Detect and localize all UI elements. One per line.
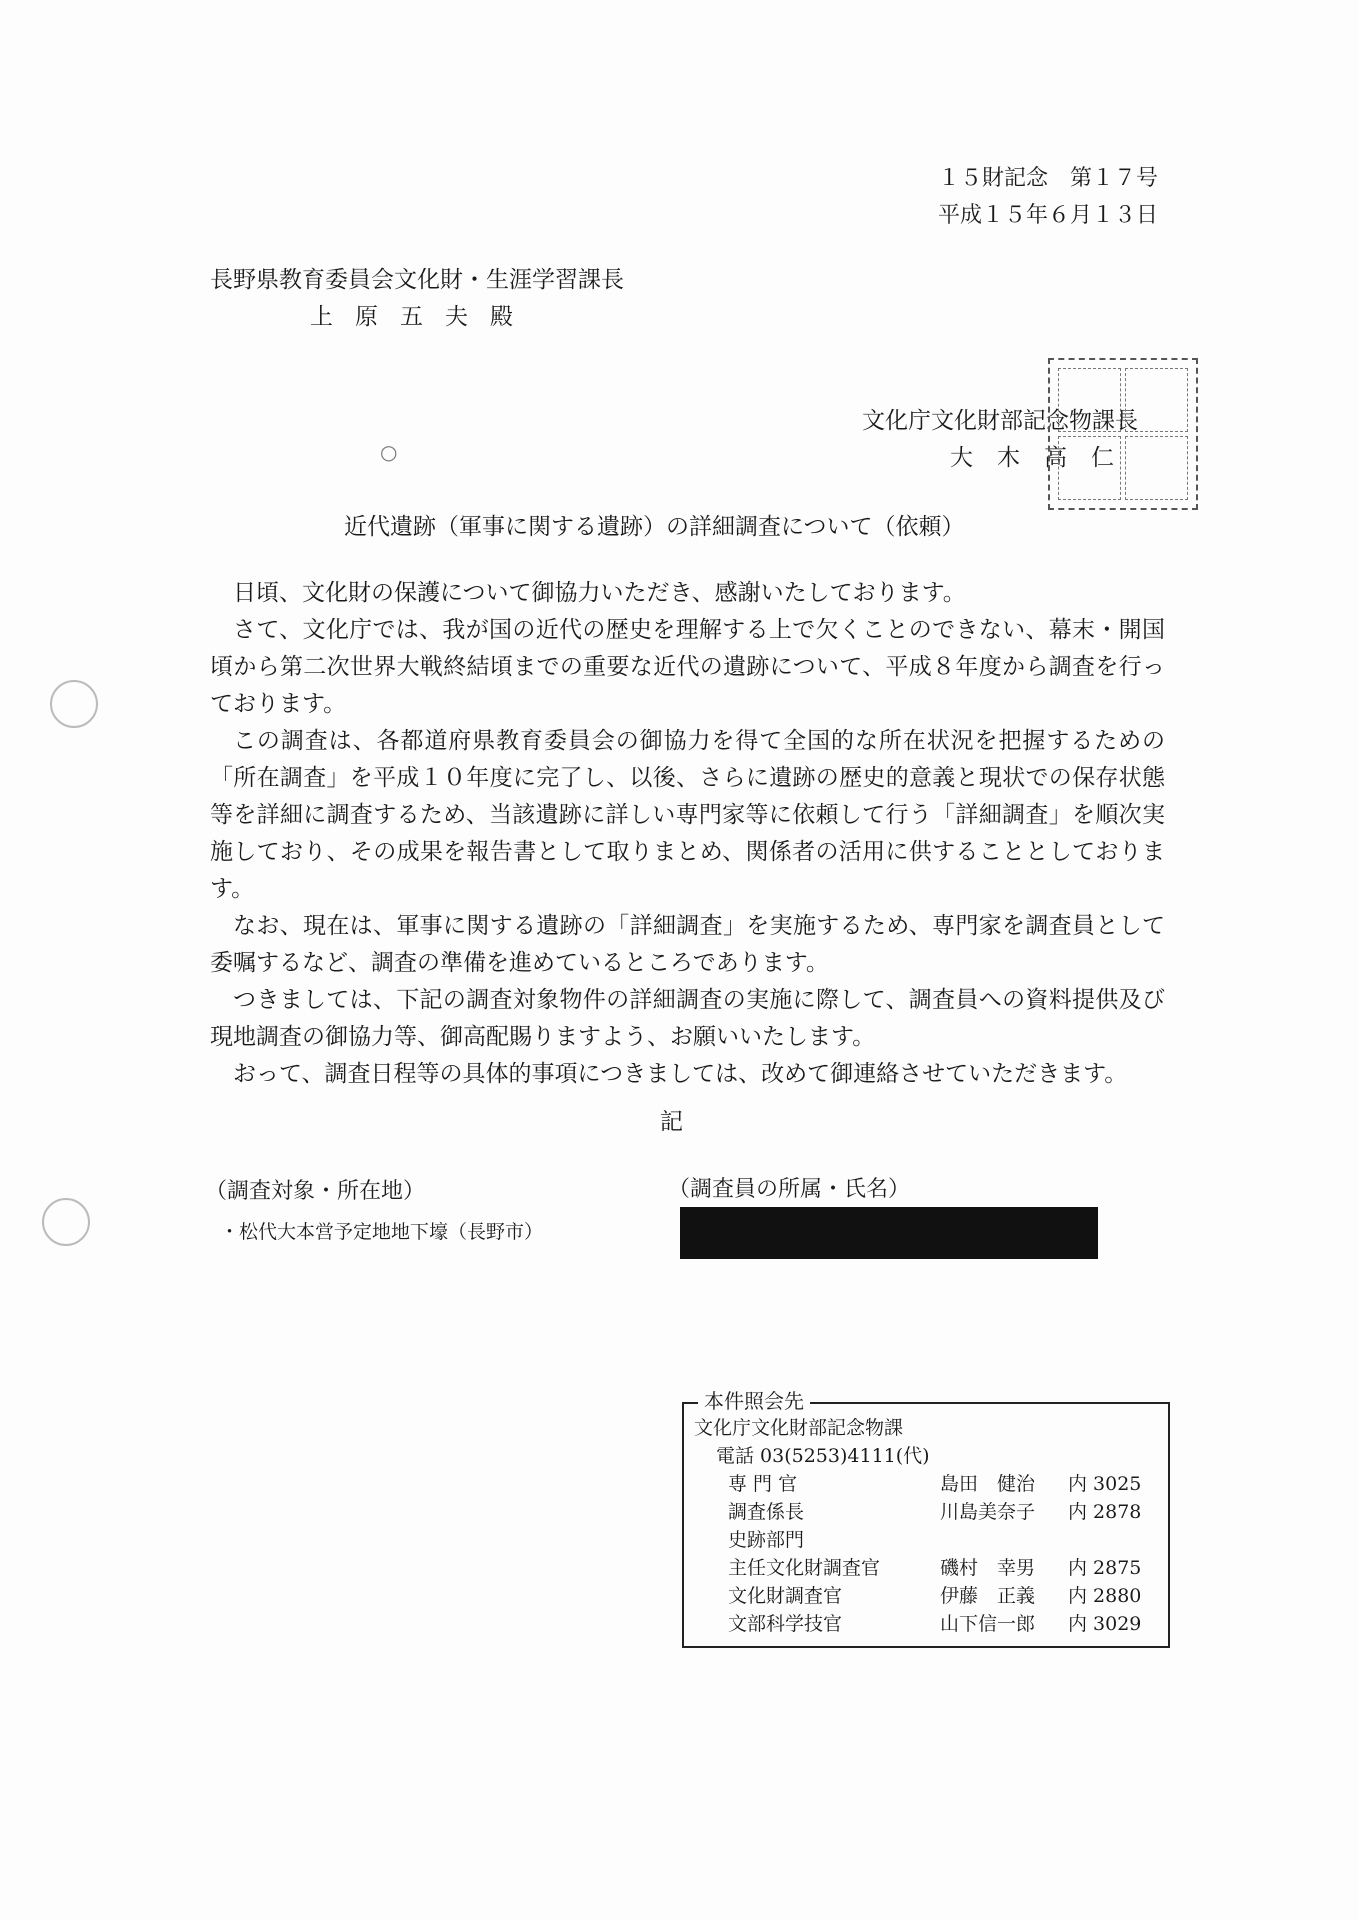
body-paragraph: この調査は、各都道府県教育委員会の御協力を得て全国的な所在状況を把握するための「所在調査」を平成１０年度に完了し、以後、さらに遺跡の歴史的意義と現状での保存状態等を詳細に調査するため、当該遺跡に詳しい専門家等に依頼して行う「詳細調査」を順次実施しており、その成果を報告書として取りまとめ、関係者の活用に供することとしております。 [210,728,1165,902]
contact-role: 主任文化財調査官 [728,1557,881,1579]
contact-role: 史跡部門 [728,1529,805,1551]
contact-role: 調査係長 [728,1501,805,1523]
contact-row [694,1470,1158,1498]
ki-marker: 記 [660,1109,683,1135]
document-subject: 近代遺跡（軍事に関する遺跡）の詳細調査について（依頼） [344,514,965,540]
contact-extension: 内 3025 [1068,1473,1142,1495]
official-seal-stamp [1048,358,1198,510]
scan-mark: ○ [380,440,398,464]
survey-target-item: ・松代大本営予定地地下壕（長野市） [220,1221,544,1243]
survey-target-section [205,1172,543,1252]
contact-row [694,1610,1158,1638]
sender-name: 大木高仁 [950,445,1138,471]
recipient-block [210,262,624,336]
contact-extension: 内 2875 [1068,1557,1142,1579]
document-date: 平成１５年６月１３日 [937,203,1158,228]
contact-extension: 内 2880 [1068,1585,1142,1607]
body-paragraph: さて、文化庁では、我が国の近代の歴史を理解する上で欠くことのできない、幕末・開国頃から第二次世界大戦終結頃までの重要な近代の遺跡について、平成８年度から調査を行っております。 [210,617,1165,717]
contact-name: 伊藤 正義 [940,1585,1036,1607]
contact-role: 文部科学技官 [728,1613,843,1635]
contact-extension: 内 2878 [1068,1501,1142,1523]
surveyor-section-heading: （調査員の所属・氏名） [668,1177,911,1202]
recipient-name: 上原五夫殿 [310,304,535,330]
contact-row [694,1582,1158,1610]
contact-role: 専 門 官 [728,1473,798,1495]
contact-box [682,1389,1170,1648]
contact-phone: 電話 03(5253)4111(代) [716,1445,930,1467]
contact-title: 本件照会先 [698,1387,810,1415]
body-paragraph: つきましては、下記の調査対象物件の詳細調査の実施に際して、調査員への資料提供及び現地調査の御協力等、御高配賜りますよう、お願いいたします。 [210,987,1165,1050]
contact-row [694,1498,1158,1526]
redaction-bar [680,1207,1098,1259]
body-paragraph: なお、現在は、軍事に関する遺跡の「詳細調査」を実施するため、専門家を調査員として委嘱するなど、調査の準備を進めているところであります。 [210,913,1165,976]
contact-extension: 内 3029 [1068,1613,1142,1635]
contact-role: 文化財調査官 [728,1585,843,1607]
contact-org: 文化庁文化財部記念物課 [694,1417,904,1439]
survey-target-heading: （調査対象・所在地） [205,1179,426,1204]
contact-row [694,1526,1158,1554]
document-number-block [938,160,1158,234]
sender-title: 文化庁文化財部記念物課長 [862,408,1138,434]
letter-body [210,575,1165,1093]
body-paragraph: おって、調査日程等の具体的事項につきましては、改めて御連絡させていただきます。 [233,1061,1128,1087]
contact-name: 川島美奈子 [940,1501,1036,1523]
contact-name: 磯村 幸男 [940,1557,1036,1579]
punch-hole-bottom [42,1198,90,1246]
body-paragraph: 日頃、文化財の保護について御協力いただき、感謝いたしております。 [233,580,966,606]
recipient-title: 長野県教育委員会文化財・生涯学習課長 [210,267,624,293]
punch-hole-top [50,680,98,728]
contact-row [694,1554,1158,1582]
contact-name [940,1526,1068,1554]
document-number: １５財記念 第１７号 [937,166,1158,191]
contact-name: 山下信一郎 [940,1613,1036,1635]
contact-name: 島田 健治 [940,1473,1036,1495]
